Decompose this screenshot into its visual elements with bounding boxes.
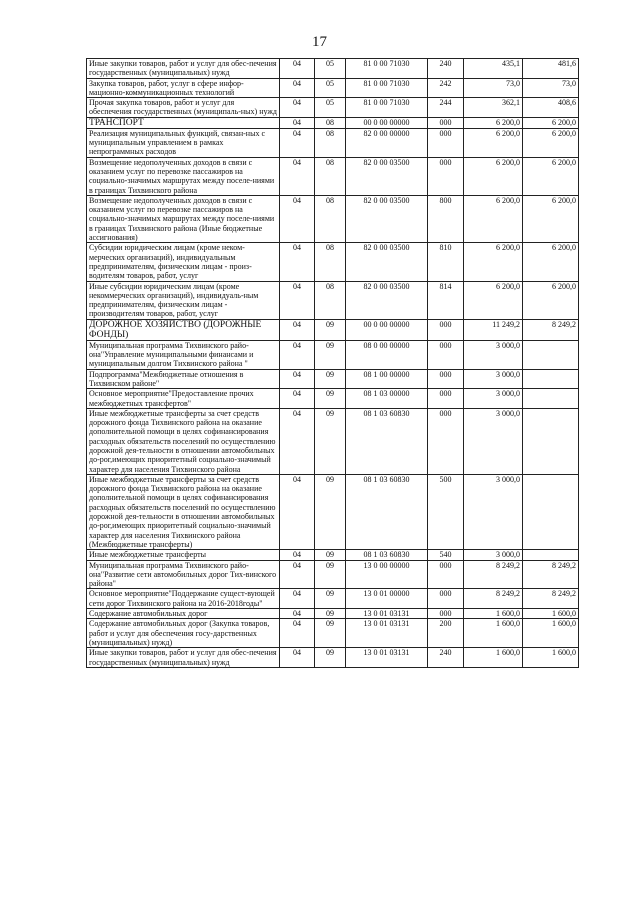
row-subsection-code: 09	[315, 648, 346, 668]
row-expense-type: 000	[428, 389, 464, 409]
table-row	[87, 389, 579, 409]
row-amount-2: 6 200,0	[523, 195, 579, 242]
row-amount-1: 3 000,0	[464, 389, 523, 409]
row-target-code: 13 0 00 00000	[346, 560, 428, 589]
row-expense-type: 500	[428, 474, 464, 549]
row-amount-2: 6 200,0	[523, 157, 579, 195]
budget-table	[86, 58, 579, 668]
row-section-code: 04	[280, 59, 315, 79]
row-amount-2: 1 600,0	[523, 619, 579, 648]
row-expense-type: 810	[428, 243, 464, 281]
row-subsection-code: 08	[315, 195, 346, 242]
row-target-code: 13 0 01 00000	[346, 589, 428, 609]
row-target-code: 13 0 01 03131	[346, 609, 428, 619]
table-body	[87, 59, 579, 668]
row-amount-1: 3 000,0	[464, 340, 523, 369]
row-section-code: 04	[280, 195, 315, 242]
row-amount-1: 3 000,0	[464, 408, 523, 474]
row-amount-2	[523, 408, 579, 474]
table-row	[87, 609, 579, 619]
row-target-code: 00 0 00 00000	[346, 319, 428, 340]
row-subsection-code: 08	[315, 117, 346, 128]
row-amount-1: 11 249,2	[464, 319, 523, 340]
row-amount-1: 6 200,0	[464, 157, 523, 195]
row-target-code: 08 1 03 00000	[346, 389, 428, 409]
row-section-code: 04	[280, 560, 315, 589]
row-amount-2	[523, 389, 579, 409]
row-name: Иные межбюджетные трансферты	[87, 550, 280, 560]
row-subsection-code: 09	[315, 369, 346, 389]
table-row	[87, 369, 579, 389]
row-section-code: 04	[280, 281, 315, 319]
table-row	[87, 78, 579, 98]
row-amount-2: 6 200,0	[523, 243, 579, 281]
row-amount-2	[523, 550, 579, 560]
table-row	[87, 128, 579, 157]
row-target-code: 82 0 00 03500	[346, 195, 428, 242]
row-expense-type: 000	[428, 609, 464, 619]
row-expense-type: 244	[428, 98, 464, 118]
row-amount-2: 73,0	[523, 78, 579, 98]
table-row	[87, 589, 579, 609]
row-amount-2: 8 249,2	[523, 589, 579, 609]
section-row	[87, 117, 579, 128]
row-target-code: 08 1 03 60830	[346, 408, 428, 474]
row-section-code: 04	[280, 319, 315, 340]
row-amount-2: 481,6	[523, 59, 579, 79]
row-target-code: 81 0 00 71030	[346, 59, 428, 79]
row-amount-2: 8 249,2	[523, 560, 579, 589]
row-name: Муниципальная программа Тихвинского райо-она"Развитие сети автомобильных дорог Тих-винского района"	[87, 560, 280, 589]
row-subsection-code: 09	[315, 619, 346, 648]
row-amount-1: 73,0	[464, 78, 523, 98]
row-target-code: 82 0 00 00000	[346, 128, 428, 157]
row-section-code: 04	[280, 98, 315, 118]
row-target-code: 82 0 00 03500	[346, 157, 428, 195]
row-subsection-code: 09	[315, 319, 346, 340]
row-subsection-code: 09	[315, 609, 346, 619]
row-expense-type: 000	[428, 369, 464, 389]
row-name: Основное мероприятие"Предоставление прочих межбюджетных трансфертов"	[87, 389, 280, 409]
row-expense-type: 000	[428, 560, 464, 589]
row-section-code: 04	[280, 648, 315, 668]
row-section-code: 04	[280, 474, 315, 549]
row-target-code: 81 0 00 71030	[346, 78, 428, 98]
row-subsection-code: 09	[315, 389, 346, 409]
row-expense-type: 000	[428, 128, 464, 157]
row-name: Муниципальная программа Тихвинского райо-она"Управление муниципальными финансами и муниципальным долгом Тихвинского района "	[87, 340, 280, 369]
row-target-code: 08 0 00 00000	[346, 340, 428, 369]
row-expense-type: 240	[428, 59, 464, 79]
row-name: Подпрограмма"Межбюджетные отношения в Тихвинском районе"	[87, 369, 280, 389]
row-expense-type: 000	[428, 157, 464, 195]
row-subsection-code: 08	[315, 157, 346, 195]
row-name: Иные межбюджетные трансферты за счет средств дорожного фонда Тихвинского района на оказание дополнительной помощи в целях софинансирования расходных обязательств поселений по осуществлению дорожной дея-тельности в отношении автомобильных до-рог,имеющих приоритетный социально-значимый характер для населения Тихвинского района	[87, 408, 280, 474]
row-subsection-code: 09	[315, 550, 346, 560]
row-name: Содержание автомобильных дорог (Закупка товаров, работ и услуг для обеспечения госу-дарственных (муниципальных) нужд)	[87, 619, 280, 648]
row-target-code: 81 0 00 71030	[346, 98, 428, 118]
row-name: Иные межбюджетные трансферты за счет средств дорожного фонда Тихвинского района на оказание дополнительной помощи в целях софинансирования расходных обязательств поселений по осуществлению дорожной дея-тельности в отношении автомобильных до-рог,имеющих приоритетный социально-значимый характер для населения Тихвинского района (Межбюджетные трансферты)	[87, 474, 280, 549]
row-expense-type: 540	[428, 550, 464, 560]
row-target-code: 08 1 03 60830	[346, 550, 428, 560]
row-section-code: 04	[280, 550, 315, 560]
row-expense-type: 814	[428, 281, 464, 319]
row-name: Возмещение недополученных доходов в связи с оказанием услуг по перевозке пассажиров на социально-значимых маршрутах между поселе-ниями в границах Тихвинского района (Иные бюджетные ассигнования)	[87, 195, 280, 242]
row-amount-1: 8 249,2	[464, 589, 523, 609]
row-amount-1: 1 600,0	[464, 609, 523, 619]
row-section-code: 04	[280, 157, 315, 195]
row-target-code: 08 1 03 60830	[346, 474, 428, 549]
row-section-code: 04	[280, 389, 315, 409]
row-amount-1: 6 200,0	[464, 243, 523, 281]
row-amount-2: 8 249,2	[523, 319, 579, 340]
row-expense-type: 800	[428, 195, 464, 242]
row-amount-1: 6 200,0	[464, 195, 523, 242]
row-name: Реализация муниципальных функций, связан-ных с муниципальным управлением в рамках непрограммных расходов	[87, 128, 280, 157]
row-section-code: 04	[280, 408, 315, 474]
row-target-code: 82 0 00 03500	[346, 281, 428, 319]
row-amount-1: 6 200,0	[464, 128, 523, 157]
table-row	[87, 59, 579, 79]
table-row	[87, 474, 579, 549]
row-subsection-code: 09	[315, 560, 346, 589]
row-subsection-code: 08	[315, 281, 346, 319]
row-expense-type: 240	[428, 648, 464, 668]
row-section-code: 04	[280, 243, 315, 281]
row-name: Основное мероприятие"Поддержание сущест-вующей сети дорог Тихвинского района на 2016-2018годы"	[87, 589, 280, 609]
row-amount-2	[523, 474, 579, 549]
table-row	[87, 243, 579, 281]
row-name: Возмещение недополученных доходов в связи с оказанием услуг по перевозке пассажиров на социально-значимых маршрутах между поселе-ниями в границах Тихвинского района	[87, 157, 280, 195]
row-section-code: 04	[280, 340, 315, 369]
row-expense-type: 000	[428, 319, 464, 340]
table-row	[87, 560, 579, 589]
row-amount-1: 435,1	[464, 59, 523, 79]
row-expense-type: 000	[428, 408, 464, 474]
table-row	[87, 619, 579, 648]
row-amount-1: 362,1	[464, 98, 523, 118]
row-section-code: 04	[280, 117, 315, 128]
section-row	[87, 319, 579, 340]
row-expense-type: 242	[428, 78, 464, 98]
table-row	[87, 408, 579, 474]
row-name: Иные закупки товаров, работ и услуг для обес-печения государственных (муниципальных) нужд	[87, 59, 280, 79]
row-amount-1: 1 600,0	[464, 648, 523, 668]
row-target-code: 13 0 01 03131	[346, 619, 428, 648]
row-section-code: 04	[280, 369, 315, 389]
row-subsection-code: 09	[315, 408, 346, 474]
row-expense-type: 200	[428, 619, 464, 648]
row-section-code: 04	[280, 589, 315, 609]
row-subsection-code: 08	[315, 243, 346, 281]
row-subsection-code: 08	[315, 128, 346, 157]
row-section-code: 04	[280, 128, 315, 157]
page-number: 17	[312, 34, 327, 50]
row-subsection-code: 05	[315, 59, 346, 79]
row-name: Иные субсидии юридическим лицам (кроме некоммерческих организаций), индивидуаль-ным предпринимателям, физическим лицам - производителям товаров, работ, услуг	[87, 281, 280, 319]
row-amount-1: 3 000,0	[464, 550, 523, 560]
row-section-code: 04	[280, 78, 315, 98]
row-amount-2	[523, 369, 579, 389]
row-subsection-code: 09	[315, 589, 346, 609]
row-target-code: 08 1 00 00000	[346, 369, 428, 389]
row-amount-1: 3 000,0	[464, 369, 523, 389]
row-name: Закупка товаров, работ, услуг в сфере инфор-мационно-коммуникационных технологий	[87, 78, 280, 98]
row-amount-1: 1 600,0	[464, 619, 523, 648]
row-target-code: 00 0 00 00000	[346, 117, 428, 128]
table-row	[87, 195, 579, 242]
table-row	[87, 648, 579, 668]
row-amount-2: 6 200,0	[523, 117, 579, 128]
row-amount-1: 6 200,0	[464, 117, 523, 128]
row-subsection-code: 09	[315, 474, 346, 549]
row-amount-1: 8 249,2	[464, 560, 523, 589]
row-subsection-code: 05	[315, 98, 346, 118]
row-subsection-code: 09	[315, 340, 346, 369]
table-row	[87, 550, 579, 560]
row-name: Прочая закупка товаров, работ и услуг для обеспечения государственных (муниципаль-ных) нужд	[87, 98, 280, 118]
row-name: Иные закупки товаров, работ и услуг для обес-печения государственных (муниципальных) нужд	[87, 648, 280, 668]
row-target-code: 82 0 00 03500	[346, 243, 428, 281]
row-amount-2: 1 600,0	[523, 648, 579, 668]
row-amount-2: 6 200,0	[523, 281, 579, 319]
row-amount-2: 6 200,0	[523, 128, 579, 157]
row-expense-type: 000	[428, 340, 464, 369]
table-row	[87, 340, 579, 369]
row-section-code: 04	[280, 609, 315, 619]
row-amount-1: 3 000,0	[464, 474, 523, 549]
row-expense-type: 000	[428, 117, 464, 128]
row-amount-2: 1 600,0	[523, 609, 579, 619]
row-expense-type: 000	[428, 589, 464, 609]
row-target-code: 13 0 01 03131	[346, 648, 428, 668]
row-amount-2: 408,6	[523, 98, 579, 118]
row-amount-2	[523, 340, 579, 369]
table-row	[87, 157, 579, 195]
row-name: Содержание автомобильных дорог	[87, 609, 280, 619]
row-amount-1: 6 200,0	[464, 281, 523, 319]
row-section-code: 04	[280, 619, 315, 648]
row-name: Субсидии юридическим лицам (кроме неком-мерческих организаций), индивидуальным предпринимателям, физическим лицам - произ-водителям товаров, работ, услуг	[87, 243, 280, 281]
table-row	[87, 98, 579, 118]
row-name: ДОРОЖНОЕ ХОЗЯЙСТВО (ДОРОЖНЫЕ ФОНДЫ)	[87, 319, 280, 340]
row-subsection-code: 05	[315, 78, 346, 98]
row-name: ТРАНСПОРТ	[87, 117, 280, 128]
table-row	[87, 281, 579, 319]
